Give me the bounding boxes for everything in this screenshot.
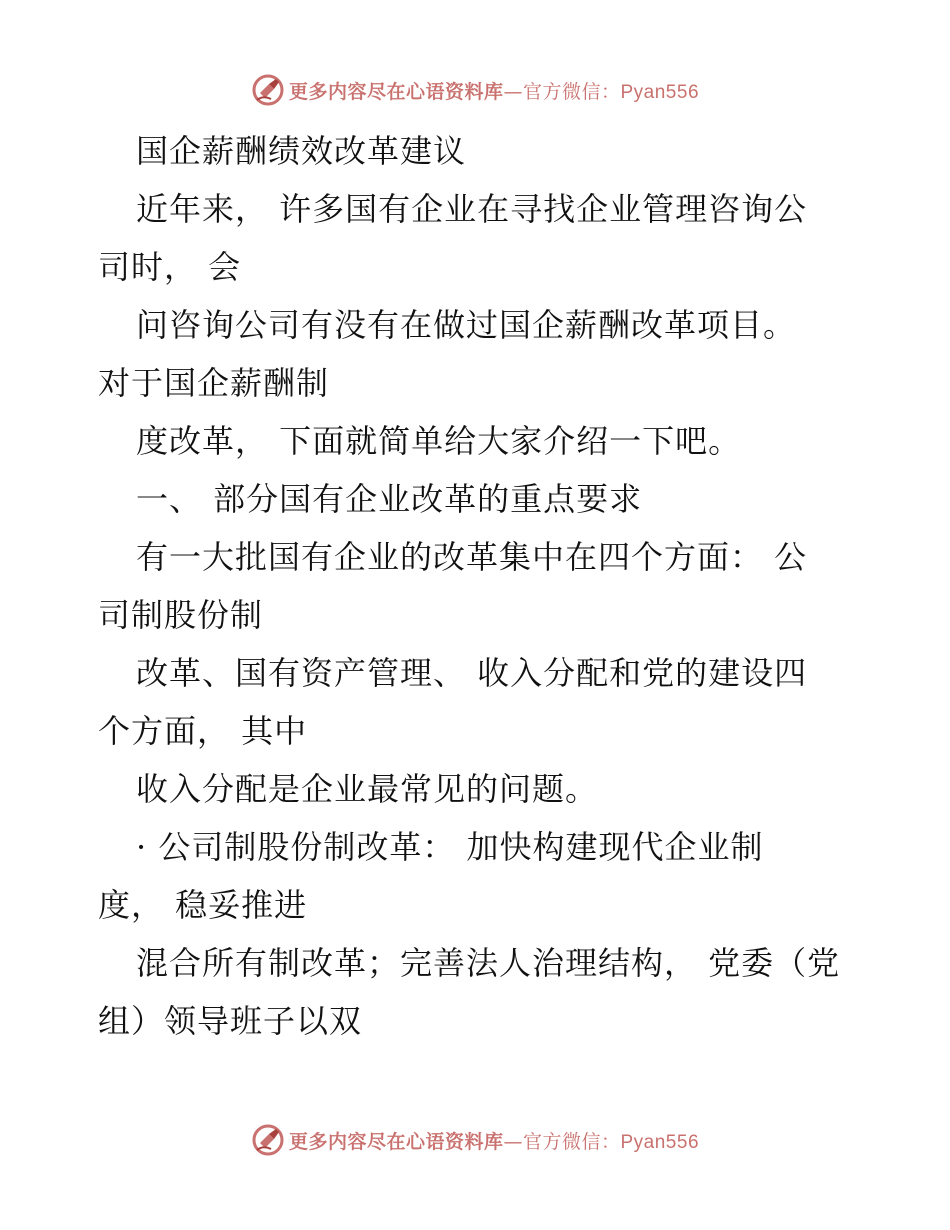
paragraph-line: 有一大批国有企业的改革集中在四个方面： 公 (136, 538, 808, 576)
header-watermark-main: 更多内容尽在心语资料库 (288, 80, 504, 103)
paragraph-line: 司制股份制 (98, 596, 264, 634)
footer-watermark-separator: — (503, 1130, 523, 1153)
paragraph-line: 近年来， 许多国有企业在寻找企业管理咨询公 (136, 190, 808, 228)
paragraph-line: 问咨询公司有没有在做过国企薪酬改革项目。 (136, 306, 797, 344)
header-watermark-separator: — (503, 80, 523, 103)
book-pen-logo-icon (251, 1123, 285, 1157)
footer-watermark-wechat: 官方微信： (522, 1130, 621, 1153)
footer-watermark-wechat-id: Pyan556 (620, 1131, 700, 1153)
paragraph-line: 司时， 会 (98, 248, 242, 286)
paragraph-line: 混合所有制改革；完善法人治理结构， 党委（党 (136, 944, 841, 982)
header-watermark-wechat-id: Pyan556 (620, 81, 700, 103)
header-watermark-wechat: 官方微信： (522, 80, 621, 103)
section-heading: 一、 部分国有企业改革的重点要求 (136, 480, 643, 518)
header-watermark-banner (0, 70, 950, 110)
paragraph-line: 度， 稳妥推进 (98, 886, 308, 924)
paragraph-line: 组）领导班子以双 (98, 1002, 363, 1040)
book-pen-logo-icon (251, 73, 285, 107)
document-title: 国企薪酬绩效改革建议 (136, 132, 467, 170)
paragraph-line: 对于国企薪酬制 (98, 364, 330, 402)
bullet-line: · 公司制股份制改革： 加快构建现代企业制 (136, 828, 764, 866)
footer-watermark-banner (0, 1120, 950, 1160)
footer-watermark-main: 更多内容尽在心语资料库 (288, 1130, 504, 1153)
paragraph-line: 度改革， 下面就简单给大家介绍一下吧。 (136, 422, 742, 460)
paragraph-line: 收入分配是企业最常见的问题。 (136, 770, 599, 808)
paragraph-line: 个方面， 其中 (98, 712, 308, 750)
document-body (98, 122, 841, 1050)
header-watermark-text (289, 77, 699, 104)
paragraph-line: 改革、国有资产管理、 收入分配和党的建设四 (136, 654, 808, 692)
footer-watermark-text (289, 1127, 699, 1154)
